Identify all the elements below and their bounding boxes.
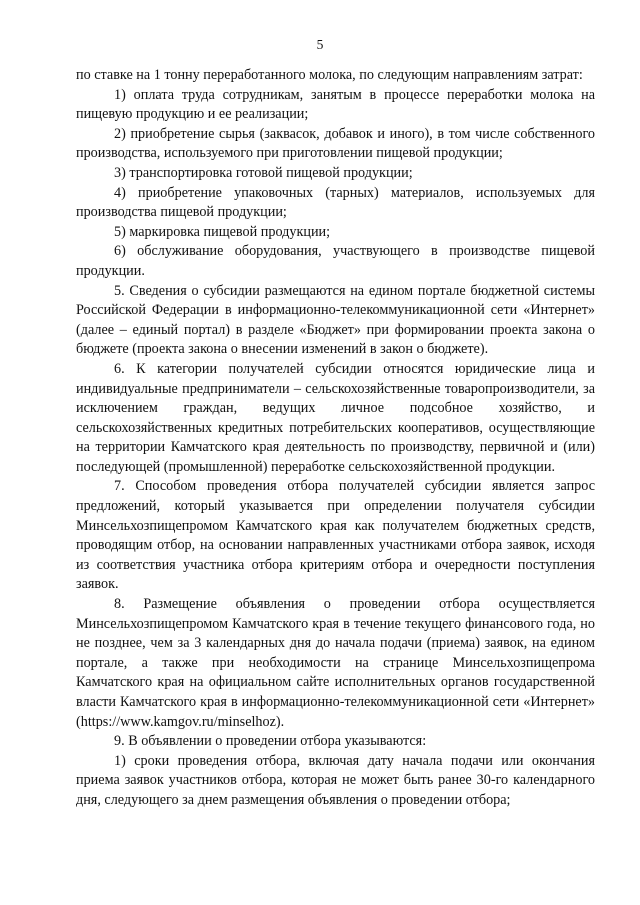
page-number: 5 <box>316 37 324 52</box>
paragraph: 5) маркировка пищевой продукции; <box>114 223 331 240</box>
paragraph: 4) приобретение упаковочных (тарных) материалов, используемых для производства пищевой продукции; <box>76 184 595 221</box>
paragraph: 3) транспортировка готовой пищевой продукции; <box>114 164 413 181</box>
paragraph: 9. В объявлении о проведении отбора указываются: <box>114 733 427 750</box>
paragraph: 2) приобретение сырья (заквасок, добавок и иного), в том числе собственного производства, используемого при приготовлении пищевой продукции; <box>76 125 595 162</box>
paragraph: 7. Способом проведения отбора получателей субсидии является запрос предложений, который указывается при определении получателя субсидии Минсельхозпищепромом Камчатского края как получателем бюджетных средств, проводящим отбор, на основании направленных участниками отбора заявок, исходя из соответствия участника отбора критериям отбора и очередности поступления заявок. <box>76 478 595 593</box>
paragraph: 6. К категории получателей субсидии относятся юридические лица и индивидуальные предприниматели – сельскохозяйственные товаропроизводители, за исключением граждан, ведущих личное подсобное хозяйство, и сельскохозяйственных кредитных потребительских кооперативов, осуществляющие на территории Камчатского края деятельность по производству, первичной и (или) последующей (промышленной) переработке сельскохозяйственной продукции. <box>76 360 595 475</box>
paragraph: 6) обслуживание оборудования, участвующего в производстве пищевой продукции. <box>76 243 595 279</box>
document-body <box>76 66 595 811</box>
paragraph: 1) сроки проведения отбора, включая дату начала подачи или окончания приема заявок участников отбора, которая не может быть ранее 30-го календарного дня, следующего за днем размещения объявления о проведении отбора; <box>76 752 595 808</box>
paragraph: по ставке на 1 тонну переработанного молока, по следующим направлениям затрат: <box>76 67 583 83</box>
paragraph: 5. Сведения о субсидии размещаются на едином портале бюджетной системы Российской Федерации в информационно-телекоммуникационной сети «Интернет» (далее – единый портал) в разделе «Бюджет» при формировании проекта закона о бюджете (проекта закона о внесении изменений в закон о бюджете). <box>76 282 595 358</box>
paragraph: 8. Размещение объявления о проведении отбора осуществляется Минсельхозпищепромом Камчатского края в течение текущего финансового года, но не позднее, чем за 3 календарных дня до начала подачи (приема) заявок, на едином портале, а также при необходимости на странице Минсельхозпищепрома Камчатского края на официальном сайте исполнительных органов государственной власти Камчатского края в информационно-телекоммуникационной сети «Интернет» (https://www.kamgov.ru/minselhoz). <box>76 596 595 730</box>
paragraph: 1) оплата труда сотрудникам, занятым в процессе переработки молока на пищевую продукцию и ее реализации; <box>76 86 595 123</box>
